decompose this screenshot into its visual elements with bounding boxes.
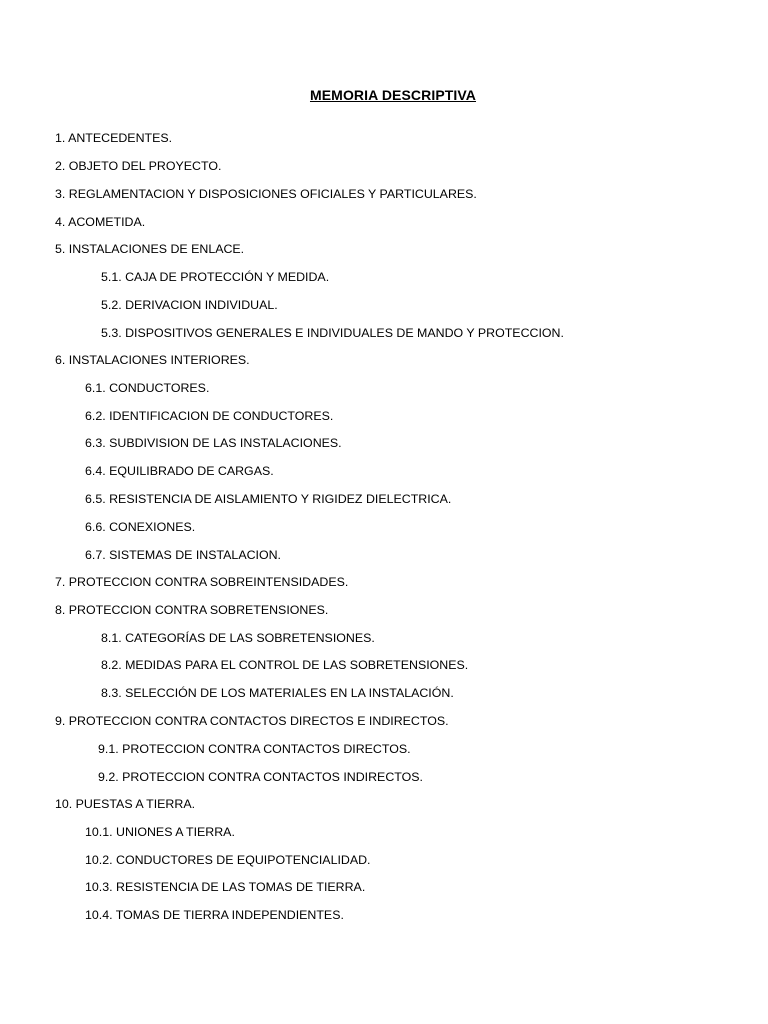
toc-item-6-2: 6.2. IDENTIFICACION DE CONDUCTORES. (85, 409, 334, 423)
toc-item-6-3: 6.3. SUBDIVISION DE LAS INSTALACIONES. (85, 436, 342, 450)
toc-item-5-1: 5.1. CAJA DE PROTECCIÓN Y MEDIDA. (101, 270, 330, 284)
toc-item-6-1: 6.1. CONDUCTORES. (85, 381, 210, 395)
toc-item-9-1: 9.1. PROTECCION CONTRA CONTACTOS DIRECTOS. (98, 742, 411, 756)
toc-item-10-1: 10.1. UNIONES A TIERRA. (85, 825, 235, 839)
toc-item-9: 9. PROTECCION CONTRA CONTACTOS DIRECTOS E INDIRECTOS. (55, 714, 449, 728)
toc-item-8-3: 8.3. SELECCIÓN DE LOS MATERIALES EN LA INSTALACIÓN. (101, 686, 454, 700)
toc-item-6-6: 6.6. CONEXIONES. (85, 520, 196, 534)
toc-item-3: 3. REGLAMENTACION Y DISPOSICIONES OFICIALES Y PARTICULARES. (55, 187, 477, 201)
toc-item-7: 7. PROTECCION CONTRA SOBREINTENSIDADES. (55, 575, 349, 589)
toc-item-8-1: 8.1. CATEGORÍAS DE LAS SOBRETENSIONES. (101, 631, 375, 645)
toc-item-6-7: 6.7. SISTEMAS DE INSTALACION. (85, 548, 282, 562)
toc-item-10-4: 10.4. TOMAS DE TIERRA INDEPENDIENTES. (85, 908, 344, 922)
toc-item-5-3: 5.3. DISPOSITIVOS GENERALES E INDIVIDUALES DE MANDO Y PROTECCION. (101, 326, 564, 340)
toc-item-5-2: 5.2. DERIVACION INDIVIDUAL. (101, 298, 278, 312)
toc-item-4: 4. ACOMETIDA. (55, 215, 146, 229)
toc-item-8-2: 8.2. MEDIDAS PARA EL CONTROL DE LAS SOBRETENSIONES. (101, 658, 469, 672)
page-title: MEMORIA DESCRIPTIVA (309, 87, 477, 103)
toc-item-2: 2. OBJETO DEL PROYECTO. (55, 159, 222, 173)
toc-item-6-5: 6.5. RESISTENCIA DE AISLAMIENTO Y RIGIDEZ DIELECTRICA. (85, 492, 452, 506)
toc-item-10: 10. PUESTAS A TIERRA. (55, 797, 196, 811)
toc-item-5: 5. INSTALACIONES DE ENLACE. (55, 242, 245, 256)
toc-item-9-2: 9.2. PROTECCION CONTRA CONTACTOS INDIRECTOS. (98, 770, 423, 784)
toc-item-10-3: 10.3. RESISTENCIA DE LAS TOMAS DE TIERRA. (85, 880, 366, 894)
toc-item-10-2: 10.2. CONDUCTORES DE EQUIPOTENCIALIDAD. (85, 853, 371, 867)
toc-item-8: 8. PROTECCION CONTRA SOBRETENSIONES. (55, 603, 329, 617)
toc-item-6: 6. INSTALACIONES INTERIORES. (55, 353, 250, 367)
toc-item-6-4: 6.4. EQUILIBRADO DE CARGAS. (85, 464, 274, 478)
toc-item-1: 1. ANTECEDENTES. (55, 131, 173, 145)
